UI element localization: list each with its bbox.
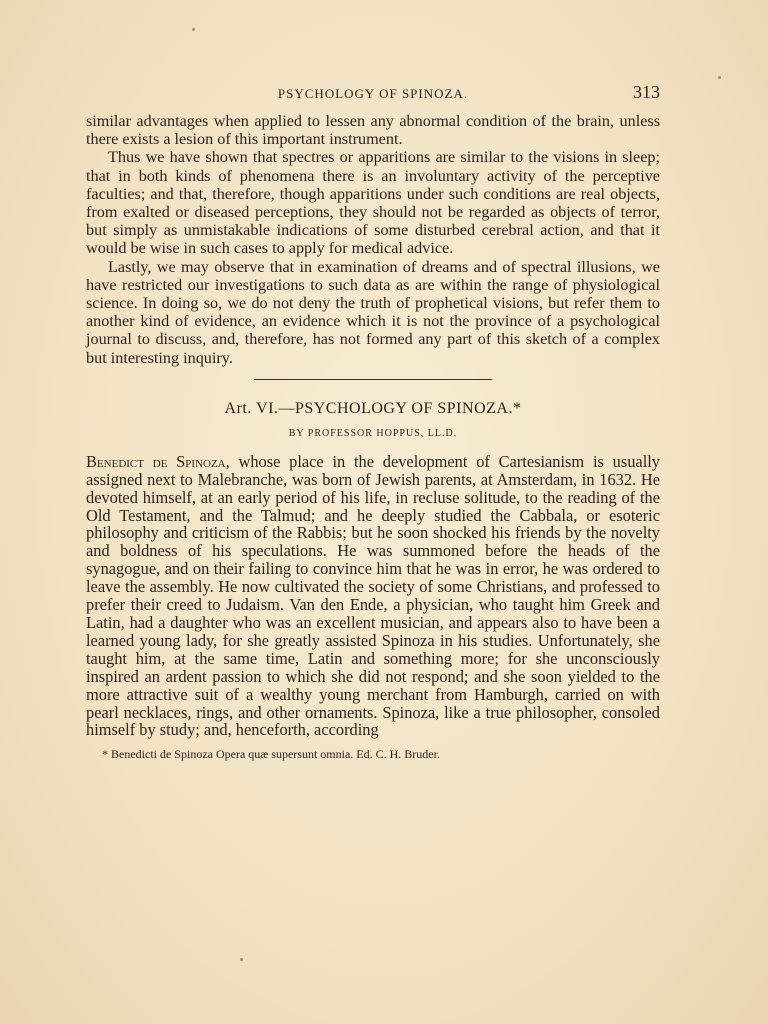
footnote: * Benedicti de Spinoza Opera quæ supersunt omnia. Ed. C. H. Bruder.	[102, 747, 440, 762]
article-body-text: whose place in the development of Cartesianism is usually assigned next to Malebranche, was born of Jewish parents, at Amsterdam, in 1632. He devoted himself, at an early period of his life, in recluse solitude, to the reading of the Old Testament, and the Talmud; and he deeply studied the Cabbala, or esoteric philosophy and criticism of the Rabbis; but he soon shocked his friends by the novelty and boldness of his speculations. He was summoned before the heads of the synagogue, and on their failing to convince him that he was in error, he was ordered to leave the assembly. He now cultivated the society of some Christians, and professed to prefer their creed to Judaism. Van den Ende, a physician, who taught him Greek and Latin, had a daughter who was an excellent musician, and appears also to have been a learned young lady, for she greatly assisted Spinoza in his studies. Unfortunately, she taught him, at the same time, Latin and something more; for she unconsciously inspired an ardent passion to which she did not respond; and she soon yielded to the more attractive suit of a wealthy young merchant from Hamburgh, carried on with pearl necklaces, rings, and other ornaments. Spinoza, like a true philosopher, consoled himself by study; and, henceforth, according	[86, 451, 660, 740]
paragraph: Thus we have shown that spectres or apparitions are similar to the visions in sleep; that in both kinds of phenomena there is an involuntary activity of the perceptive faculties; and that, therefore, though apparitions under such conditions are real objects, from exalted or diseased perceptions, they should not be regarded as objects of terror, but simply as unmistakable indications of some disturbed cerebral action, and that it would be wise in such cases to apply for medical advice.	[86, 148, 660, 258]
lead-name: Benedict de Spinoza,	[86, 451, 230, 471]
book-page	[86, 82, 660, 762]
article-body	[86, 453, 660, 740]
page-number: 313	[633, 82, 660, 102]
paper-speck	[192, 28, 195, 31]
article-heading: Art. VI.—PSYCHOLOGY OF SPINOZA.*	[224, 399, 522, 417]
paragraph	[86, 453, 660, 740]
paper-speck	[240, 958, 243, 961]
section-divider	[254, 379, 492, 380]
paragraph: Lastly, we may observe that in examination of dreams and of spectral illusions, we have restricted our investigations to such data as are within the range of physiological science. In doing so, we do not deny the truth of prophetical visions, but refer them to another kind of evidence, an evidence which it is not the province of a psychological journal to discuss, and, therefore, has not formed any part of this sketch of a complex but interesting inquiry.	[86, 257, 660, 367]
previous-article-text	[86, 112, 660, 367]
paragraph: similar advantages when applied to lessen any abnormal condition of the brain, unless there exists a lesion of this important instrument.	[86, 112, 660, 149]
running-head	[86, 82, 660, 104]
article-byline: BY PROFESSOR HOPPUS, LL.D.	[288, 427, 458, 439]
running-title: PSYCHOLOGY OF SPINOZA.	[277, 86, 469, 101]
paper-speck	[718, 76, 721, 79]
